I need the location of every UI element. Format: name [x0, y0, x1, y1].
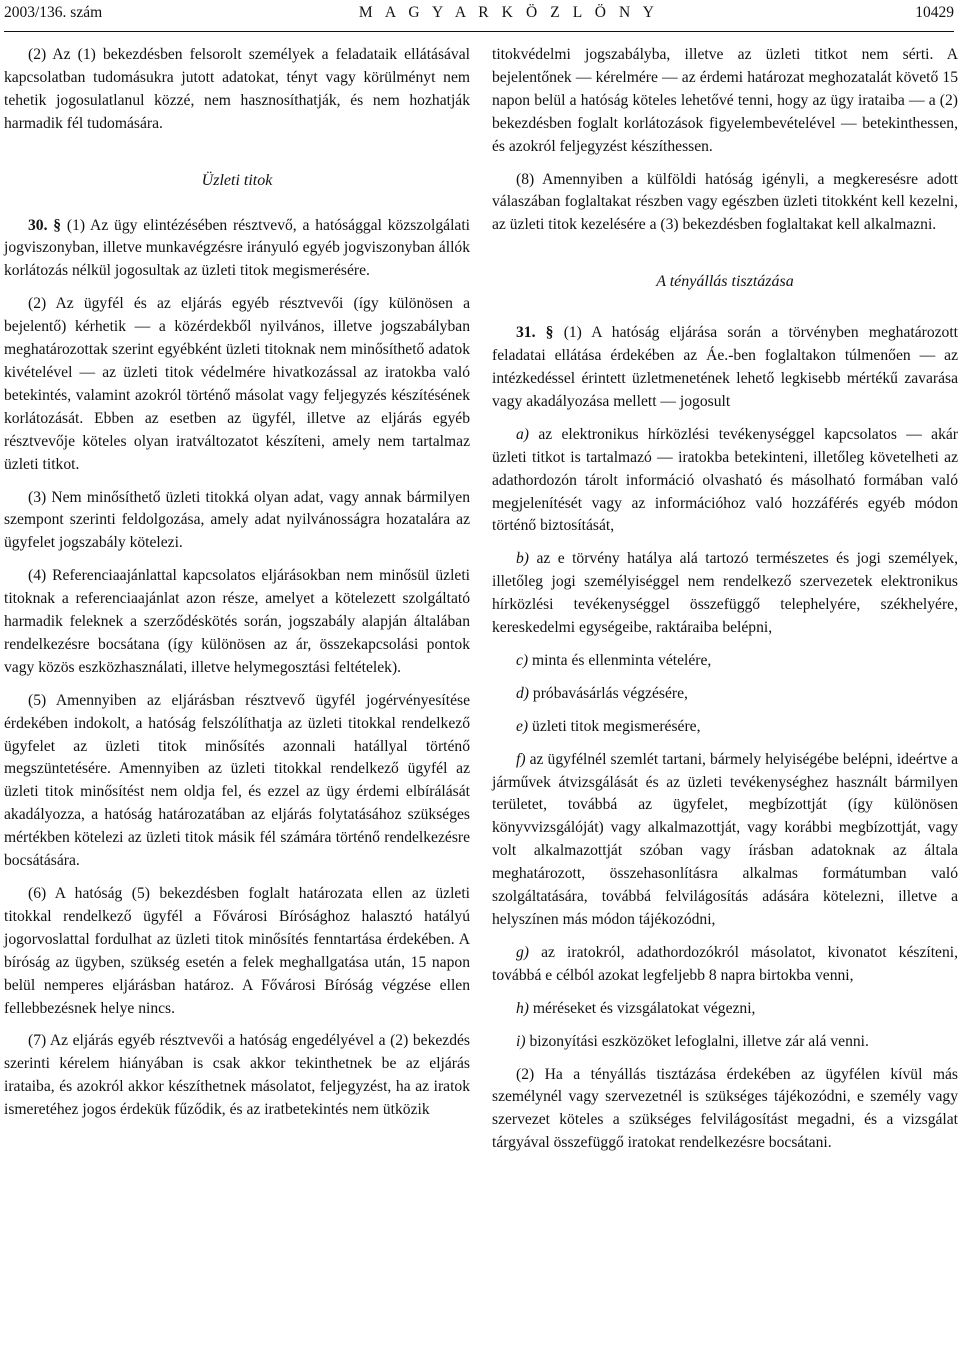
item-label: f)	[516, 750, 526, 768]
item-label: g)	[516, 943, 529, 961]
section-30-paragraph-5: (5) Amennyiben az eljárásban résztvevő ügyfél jogérvényesítése érdekében indokolt, a hatóság felszólíthatja az üzleti titokkal rendelkező ügyfelet az üzleti titok minősítés azonnali hatállyal történő megszüntetésére. Amennyiben az üzleti titokkal rendelkező ügyfél az üzleti titok minősítést nem oldja fel, és ezzel az ügy érdemi elbírálását akadályozza, a hatóság határozatában az eljárás folytatásához szükséges mértékben kötelezi az üzleti titok másik fél számára történő rendelkezésre bocsátására.	[4, 691, 470, 870]
section-30-paragraph-4: (4) Referenciaajánlattal kapcsolatos eljárásokban nem minősül üzleti titoknak a referenciaajánlat azon része, amelyet a kötelezett szolgáltató harmadik feleknek a szerződéskötés során, jogszabály alapján általában rendelkezésre bocsátana (így különösen az ár, összekapcsolási pontok vagy közös eszközhasználati, illetve helymegosztási feltételek).	[4, 567, 470, 676]
item-label: c)	[516, 651, 529, 669]
item-label: a)	[516, 425, 529, 443]
paragraph: (2) Az (1) bekezdésben felsorolt személyek a feladataik ellátásával kapcsolatban tudomásukra jutott adatokat, tényt vagy körülményt nem tehetik jogosulatlanul közzé, nem hasznosíthatják, és nem hozhatják harmadik fél tudomására.	[4, 46, 470, 132]
item-label: b)	[516, 550, 529, 568]
list-item	[492, 683, 958, 706]
list-item	[492, 1031, 958, 1054]
item-list	[492, 424, 958, 1054]
list-item	[492, 716, 958, 739]
item-text: üzleti titok megismerésére,	[532, 717, 701, 735]
page-header	[4, 4, 954, 28]
section-30-paragraph-8: (8) Amennyiben a külföldi hatóság igényli, a megkeresésre adott válaszában foglaltakat részben vagy egészben üzleti titokként kell kezelni, az üzleti titok kezelésére a (3) bekezdésben foglaltakat kell alkalmazni.	[492, 170, 958, 234]
section-heading: A tényállás tisztázása	[656, 273, 794, 291]
list-item	[492, 650, 958, 673]
item-text: bizonyítási eszközöket lefoglalni, illetve zár alá venni.	[529, 1032, 869, 1050]
header-rule	[4, 31, 954, 32]
section-30-paragraph-3: (3) Nem minősíthető üzleti titokká olyan adat, vagy annak bármilyen szempont szerinti feldolgozása, amely adat nyilvánosságra hozatalára az ügyfelet jogszabály kötelezi.	[4, 488, 470, 552]
left-column	[4, 44, 470, 1132]
section-30-paragraph-7: (7) Az eljárás egyéb résztvevői a hatóság engedélyével a (2) bekezdés szerinti kérelem hiányában is csak akkor tekinthetnek be az eljárás irataiba, és azokról akkor készíthetnek másolatot, feljegyzést, ha az iratok ismeretéhez jogos érdekük fűződik, és az iratbetekintés nem ütközik	[4, 1032, 470, 1119]
section-number: 30. §	[28, 216, 62, 234]
paragraph-text: (1) Az ügy elintézésében résztvevő, a hatósággal közszolgálati jogviszonyban, illetve munkavégzésre irányuló egyéb jogviszonyban állók korlátozás nélkül jogosultak az üzleti titok megismerésére.	[4, 216, 470, 280]
journal-title: M A G Y A R K Ö Z L Ö N Y	[358, 4, 659, 21]
section-30-paragraph-2: (2) Az ügyfél és az eljárás egyéb résztvevői (így különösen a bejelentő) kérhetik — a közérdekből nyilvános, illetve jogszabályban meghatározottak szerint egyébként üzleti titoknak nem minősíthető adatok kivételével — az üzleti titok védelmére hivatkozással az iratokba való betekintés, valamint azokról történő másolat vagy feljegyzés készítésének korlátozását. Ebben az esetben az ügyfél, illetve az eljárás egyéb résztvevője köteles olyan iratváltozatot készíteni, amely nem tartalmaz üzleti titkot.	[4, 295, 470, 473]
section-31-paragraph-1	[492, 322, 958, 414]
list-item	[492, 548, 958, 640]
list-item	[492, 942, 958, 988]
item-label: i)	[516, 1032, 526, 1050]
item-text: az e törvény hatálya alá tartozó természetes és jogi személyek, illetőleg jogi személyiséggel nem rendelkező szervezetek elektronikus hírközlési tevékenységgel összefüggő telephelyére, székhelyére, kereskedelmi egységeibe, raktáraiba belépni,	[492, 550, 958, 637]
paragraph-text: (1) A hatóság eljárása során a törvényben meghatározott feladatai ellátása érdekében az Áe.-ben foglaltakon túlmenően — az intézkedéssel érintett üzletmenetének lehető legkisebb mértékű zavarása vagy akadályozása mellett — jogosult	[492, 324, 959, 410]
list-item	[492, 998, 958, 1021]
list-item	[492, 749, 958, 932]
right-column	[492, 44, 958, 1165]
section-30-paragraph-6: (6) A hatóság (5) bekezdésben foglalt határozata ellen az üzleti titokkal rendelkező ügyfél a Fővárosi Bírósághoz halasztó hatályú jogorvoslattal fordulhat az üzleti titok minősítés fenntartása érdekében. A bíróság az ügyben, szükség esetén a felek meghallgatása után, 15 napon belül nemperes eljárásban határoz. A Fővárosi Bíróság végzése ellen fellebbezésnek helye nincs.	[4, 885, 470, 1017]
item-text: az ügyfélnél szemlét tartani, bármely helyiségébe belépni, ideértve a járművek átvizsgálását és az üzleti tevékenységhez használt bármilyen területet, továbbá az ügyfelet, megbízottját (így különösen könyvvizsgálóját) vagy alkalmazottját, vagy korábbi megbízottját, vagy volt alkalmazottját szóban vagy írásban adatoknak az általa meghatározott, összehasonlításra alkalmas formátumban való szolgáltatására, továbbá felvilágosítás adására kötelezni, illetve a helyszínen más módon tájékozódni,	[492, 750, 958, 928]
section-31-paragraph-2: (2) Ha a tényállás tisztázása érdekében az ügyfélen kívül más személynél vagy szervezetnél is szükséges tájékozódni, e személy vagy szervezet köteles a szükséges felvilágosítást megadni, és a vizsgálat tárgyával összefüggő iratokat rendelkezésre bocsátani.	[492, 1065, 958, 1152]
item-label: h)	[516, 999, 529, 1017]
item-label: d)	[516, 684, 529, 702]
item-text: méréseket és vizsgálatokat végezni,	[532, 999, 756, 1017]
item-text: az elektronikus hírközlési tevékenységgel kapcsolatos — akár üzleti titkot is tartalmazó — iratokba betekinteni, illetőleg követelheti az adathordozón tárolt információ olvasható és másolható formában való megjelenítését vagy az információhoz való hozzáférés egyéb módon történő biztosítását,	[492, 425, 958, 535]
item-text: minta és ellenminta vételére,	[532, 651, 712, 669]
issue-number: 2003/136. szám	[4, 4, 103, 21]
page-number: 10429	[915, 4, 954, 21]
item-label: e)	[516, 717, 529, 735]
item-text: próbavásárlás végzésére,	[532, 684, 688, 702]
section-number: 31. §	[516, 324, 554, 342]
continued-paragraph: titokvédelmi jogszabályba, illetve az üzleti titkot nem sérti. A bejelentőnek — kérelmére — az érdemi határozat meghozatalát követő 15 napon belül a hatóság köteles lehetővé tenni, hogy az ügy irataiba — a (2) bekezdésben foglalt korlátozások figyelembevételével — betekinthessen, és azokról feljegyzést készíthessen.	[492, 46, 958, 155]
section-30-paragraph-1	[4, 215, 470, 284]
item-text: az iratokról, adathordozókról másolatot, kivonatot készíteni, továbbá e célból azokat legfeljebb 8 napra birtokba venni,	[492, 943, 958, 984]
section-heading: Üzleti titok	[201, 171, 273, 189]
list-item	[492, 424, 958, 539]
